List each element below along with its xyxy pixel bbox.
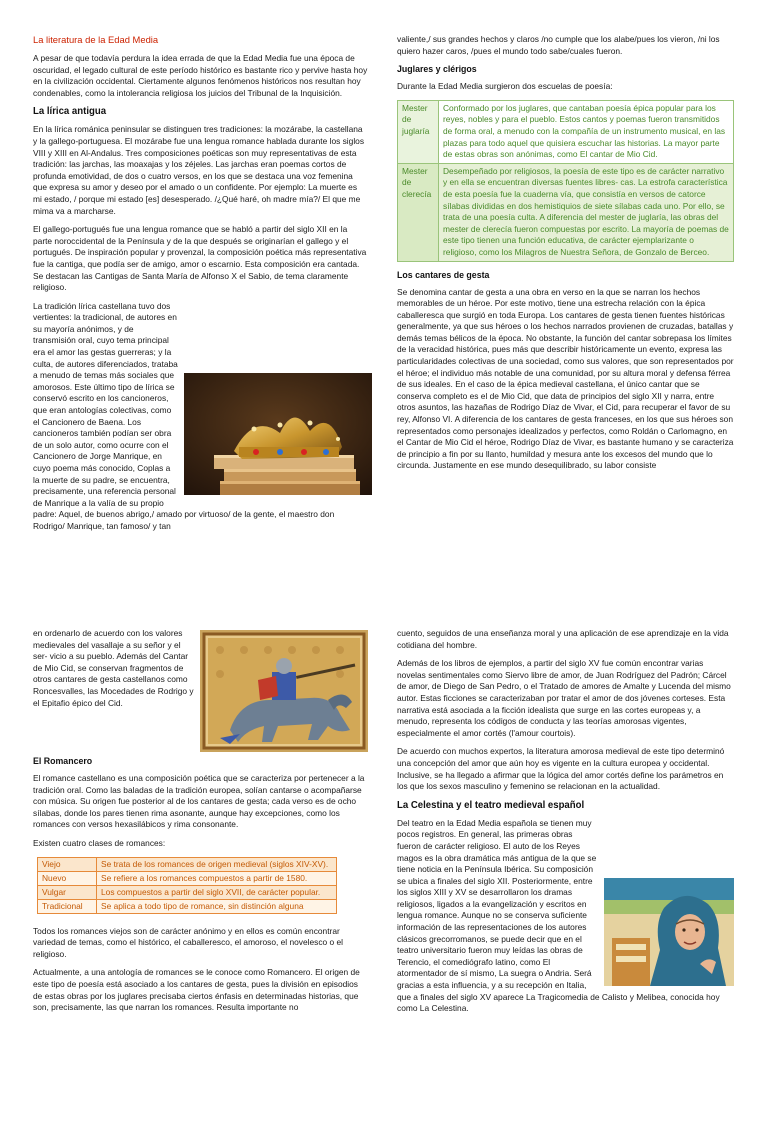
- paragraph-escuelas: Durante la Edad Media surgieron dos escuelas de poesía:: [397, 81, 613, 92]
- romance-description: Se aplica a todo tipo de romance, sin distinción alguna: [97, 899, 337, 913]
- romance-type: Nuevo: [38, 871, 97, 885]
- romance-description: Los compuestos a partir del siglo XVII, de carácter popular.: [97, 885, 337, 899]
- intro-paragraph: A pesar de que todavía perdura la idea errada de que la Edad Media fue una época de oscuridad, el legado cultural de este período histórico es bastante rico y pervive hasta hoy en la civilización occidental. Ciertamente algunos fenómenos históricos nos resultan hoy condenables, como la intolerancia religiosa los juicios del Tribunal de la Inquisición.: [33, 53, 368, 98]
- heading-juglares-clerigos: Juglares y clérigos: [397, 64, 477, 75]
- mester-table: [397, 100, 734, 262]
- celestina-illustration-image: [604, 878, 734, 986]
- paragraph-teatro-medieval: Del teatro en la Edad Media española se tienen muy pocos registros. En general, las primeras obras fueron de carácter religioso. El auto de los Reyes magos es la obra dramática más antigua de la que se tiene noticia en la Península Ibérica. Su composición se ubica a finales del siglo XII. Posteriormente, entre los siglos XIII y XV se desarrollaron los dramas religiosos, ligados a la evangelización y escritos en lengua romance. Aunque no se conserva suficiente información de las representaciones de los autores clásicos grecorromanos, se puede decir que en el teatro universitario fueron muy leídas las obras de Terencio, el comediógrafo latino, como El atormentador de sí mismo, La suegra o Andria. Será gracias a esta influencia, y a su recepción en Italia, que a finales del siglo XV aparece La Tragicomedia de Calisto y Melibea, conocida hoy como La Celestina.: [397, 817, 720, 1014]
- main-title: La literatura de la Edad Media: [33, 34, 159, 45]
- romance-type: Viejo: [38, 857, 97, 871]
- romance-type: Tradicional: [38, 899, 97, 913]
- paragraph-lirica-2: El gallego-portugués fue una lengua romance que se habló a partir del siglo XII en la parte noroccidental de la Península y de la que después se originarían el gallego y el portugués. De inspiración popular y provenzal, la composición poética más representativa fue la cantiga, que podía ser de amigo, amor o escarnio. Esta composición era cantada. Se destacan las Cantigas de Santa María de Alfonso X el Sabio, de tema claramente religioso.: [33, 224, 367, 293]
- top-page: [0, 0, 768, 531]
- paragraph-romancero-1: El romance castellano es una composición poética que se caracteriza por pertenecer a la tradición oral. Como las baladas de la tradición europea, solían cantarse o acompañarse con música. Su origen fue posterior al de los cantares de gesta; cada verso es de ocho sílabas, donde los pares tienen rima asonante, aunque hay excepciones, como los romances con versos hexasilábicos y rima consonante.: [33, 773, 365, 830]
- table-row: [38, 871, 337, 885]
- table-row: [398, 163, 734, 261]
- top-right-column: [397, 34, 734, 546]
- paragraph-cantares: Se denomina cantar de gesta a una obra en verso en la que se narran los hechos memorables de un héroe. Por este motivo, tiene una estrecha relación con la épica caballeresca que surgió en toda Europa. Los cantares de gesta tienen fuentes históricas generalmente, ya que sus héroes o los hechos narrados provienen de cruzadas, batallas y demás temas bélicos de la época. No obstante, la función del cantar sobrepasa los límites de la veracidad histórica, pues más que describir históricamente un evento, expresa las particularidades colectivas de una sociedad, como sus valores, que son representados por el héroe; el individuo más notable de una comunidad, por su altura moral y defensa férrea de sus ideales. En el caso de la épica medieval castellana, el único cantar que se conserva completo es el de Mio Cid, que data de principios del siglo XII y narra, entre otros asuntos, las hazañas de Rodrigo Díaz de Vivar, el Cid, para recuperar el favor de su rey, Alfonso VI. A diferencia de los cantares de gesta franceses, en los que sus héroes son representados como personajes idealizados y perfectos, como Roldán o Carlomagno, en el Cantar de Mio Cid el héroe, Rodrigo Díaz de Vivar, es bastante humano y se caracteriza de principio a fin por su llanto, humildad y mesura ante los excesos del mundo que lo circunda. Justamente en ese mundo desequilibrado, su labor consiste: [397, 286, 734, 471]
- top-left-column: [33, 34, 368, 546]
- heading-cantares-gesta: Los cantares de gesta: [397, 269, 490, 280]
- mester-description: Desempeñado por religiosos, la poesía de este tipo es de carácter narrativo y en ella se encuentran diversas fuentes libres- cas. La estrofa característica de esta poesía fue la cuaderna vía, que consistía en versos de catorce sílabas divididas en dos hemistiquios de siete sílabas cada uno. Por ello, se trata de una poesía culta. A diferencia del mester de juglaría, las obras del mester de clerecía fueron compuestas por escrito. La mayoría de poemas de este tipo tienen una función educativa, de carácter ejemplarizante o religioso, como los Milagros de Nuestra Señora, de Gonzalo de Berceo.: [439, 163, 734, 261]
- bottom-left-column: [33, 628, 368, 1140]
- mester-term: Mester de clerecía: [398, 163, 439, 261]
- crown-books-image: [184, 373, 372, 495]
- bottom-right-column: [397, 628, 734, 1140]
- heading-celestina-teatro: La Celestina y el teatro medieval español: [397, 799, 585, 811]
- table-row: [38, 857, 337, 871]
- romance-description: Se trata de los romances de origen medieval (siglos XIV-XV).: [97, 857, 337, 871]
- table-row: [38, 885, 337, 899]
- table-row: [398, 100, 734, 163]
- paragraph-manrique-continued: valiente,/ sus grandes hechos y claros /no cumple que los alabe/pues los vieron, /ni los quiero hazer caros, /pues el mundo todo sabe/cuales fueron.: [397, 34, 720, 56]
- paragraph-romances-viejos: Todos los romances viejos son de carácter anónimo y en ellos es común encontrar variedad de temas, como el histórico, el caballeresco, el amoroso, el novelesco o el religioso.: [33, 925, 344, 959]
- paragraph-lirica-1: En la lírica románica peninsular se distinguen tres tradiciones: la mozárabe, la castellana y la gallego-portuguesa. El mozárabe fue una lengua romance hablada durante los siglos VIII y XIII en Al-Andalus. Tres composiciones poéticas son muy representativas de esta tradición: las jarchas, las moaxajas y los zéjeles. Las jarchas eran poemas cortos de profunda emotividad, de dos o cuatro versos, en los que se destaca una voz femenina que expresa su amor y deseo por el amado o un confidente. Por ejemplo: La muerte es mi estado, / porque mi estado [es] desesperado. /¿Qué haré, oh madre mía?/ El que me mima va a marcharse.: [33, 124, 365, 216]
- paragraph-cuento-continued: cuento, seguidos de una enseñanza moral y una aplicación de ese aprendizaje en la vida cotidiana del hombre.: [397, 628, 729, 650]
- paragraph-clases-romances: Existen cuatro clases de romances:: [33, 837, 166, 848]
- romances-table: [37, 857, 337, 914]
- paragraph-novelas-sentimentales: Además de los libros de ejemplos, a partir del siglo XV fue común encontrar varias novelas sentimentales como Siervo libre de amor, de Juan Rodríguez del Padrón; Cárcel de amor, de Diego de San Pedro, o el Tratado de amores de Amalte y Lucenda del mismo autor. Estas ficciones se caracterizaban por tratar el amor de dos jóvenes corteses. Esta narrativa está asociada a la ficción idealista que surge en las cortes europeas y, a menudo, representa los códigos de conducta y las teorías amorosas vigentes, especialmente el amor cortés (l'amour courtois).: [397, 658, 731, 738]
- mester-description: Conformado por los juglares, que cantaban poesía épica popular para los reyes, nobles y para el pueblo. Estos cantos y poemas fueron transmitidos de forma oral, a menudo con la compañía de un instrumento musical, en las plazas para todo aquel que quisiera escuchar las historias. La mayor parte de estas obras son anónimas, como El cantar de Mio Cid.: [439, 100, 734, 163]
- romance-description: Se refiere a los romances compuestos a partir de 1580.: [97, 871, 337, 885]
- paragraph-cantares-continued: en ordenarlo de acuerdo con los valores medievales del vasallaje a su señor y el ser- vicio a su pueblo. Además del Cantar de Mio Cid, se conservan fragmentos de otros cantares de gesta castellanos como Roncesvalles, las Mocedades de Rodrigo y el Epitafio épico del Cid.: [33, 628, 194, 708]
- celestina-woman-illustration: [604, 878, 734, 986]
- knight-on-horse-illustration: [200, 630, 368, 752]
- knight-illustration-image: [200, 630, 368, 752]
- romance-type: Vulgar: [38, 885, 97, 899]
- crown-books-illustration: [184, 373, 372, 495]
- heading-lirica-antigua: La lírica antigua: [33, 106, 107, 118]
- paragraph-lirica-3: La tradición lírica castellana tuvo dos vertientes: la tradicional, de autores en su mayoría anónimos, y de transmisión oral, cuyo tema principal era el amor las gestas guerreras; y la culta, de autores diferenciados, trataba a menudo de temas más sociales que amorosos. Este último tipo de lírica se conservó escrito en los cancioneros, que eran antologías colectivas, como el Cancionero de Baena. Los cancioneros también podían ser obra de un solo autor, como ocurre con el Cancionero de Jorge Manrique, en cuyo poema más conocido, Coplas a la muerte de su padre, se encuentra, precisamente, una referencia personal de Manrique a la valía de su propio padre: Aquel, de buenos abrigo,/ amado por virtuoso/ de la gente, el maestro don Rodrigo/ Manrique, tan famoso/ y tan: [33, 300, 335, 531]
- table-row: [38, 899, 337, 913]
- bottom-page: [0, 512, 768, 1024]
- mester-term: Mester de juglaría: [398, 100, 439, 163]
- heading-romancero: El Romancero: [33, 756, 93, 766]
- paragraph-romancero-antologia: Actualmente, a una antología de romances se le conoce como Romancero. El origen de este tipo de poesía está asociado a los cantares de gesta, pues la división en episodios de estas obras por los juglares precisaba ciertos énfasis en determinadas historias, que son, precisamente, las que narran los romances. Resulta importante no: [33, 967, 360, 1013]
- paragraph-amor-cortes: De acuerdo con muchos expertos, la literatura amorosa medieval de este tipo determinó una concepción del amor que aún hoy es vigente en la cultura europea y occidental. Inclusive, se ha llegado a afirmar que la lógica del amor cortés define los parámetros en los que los sexos masculino y femenino se relacionan en la actualidad.: [397, 746, 725, 792]
